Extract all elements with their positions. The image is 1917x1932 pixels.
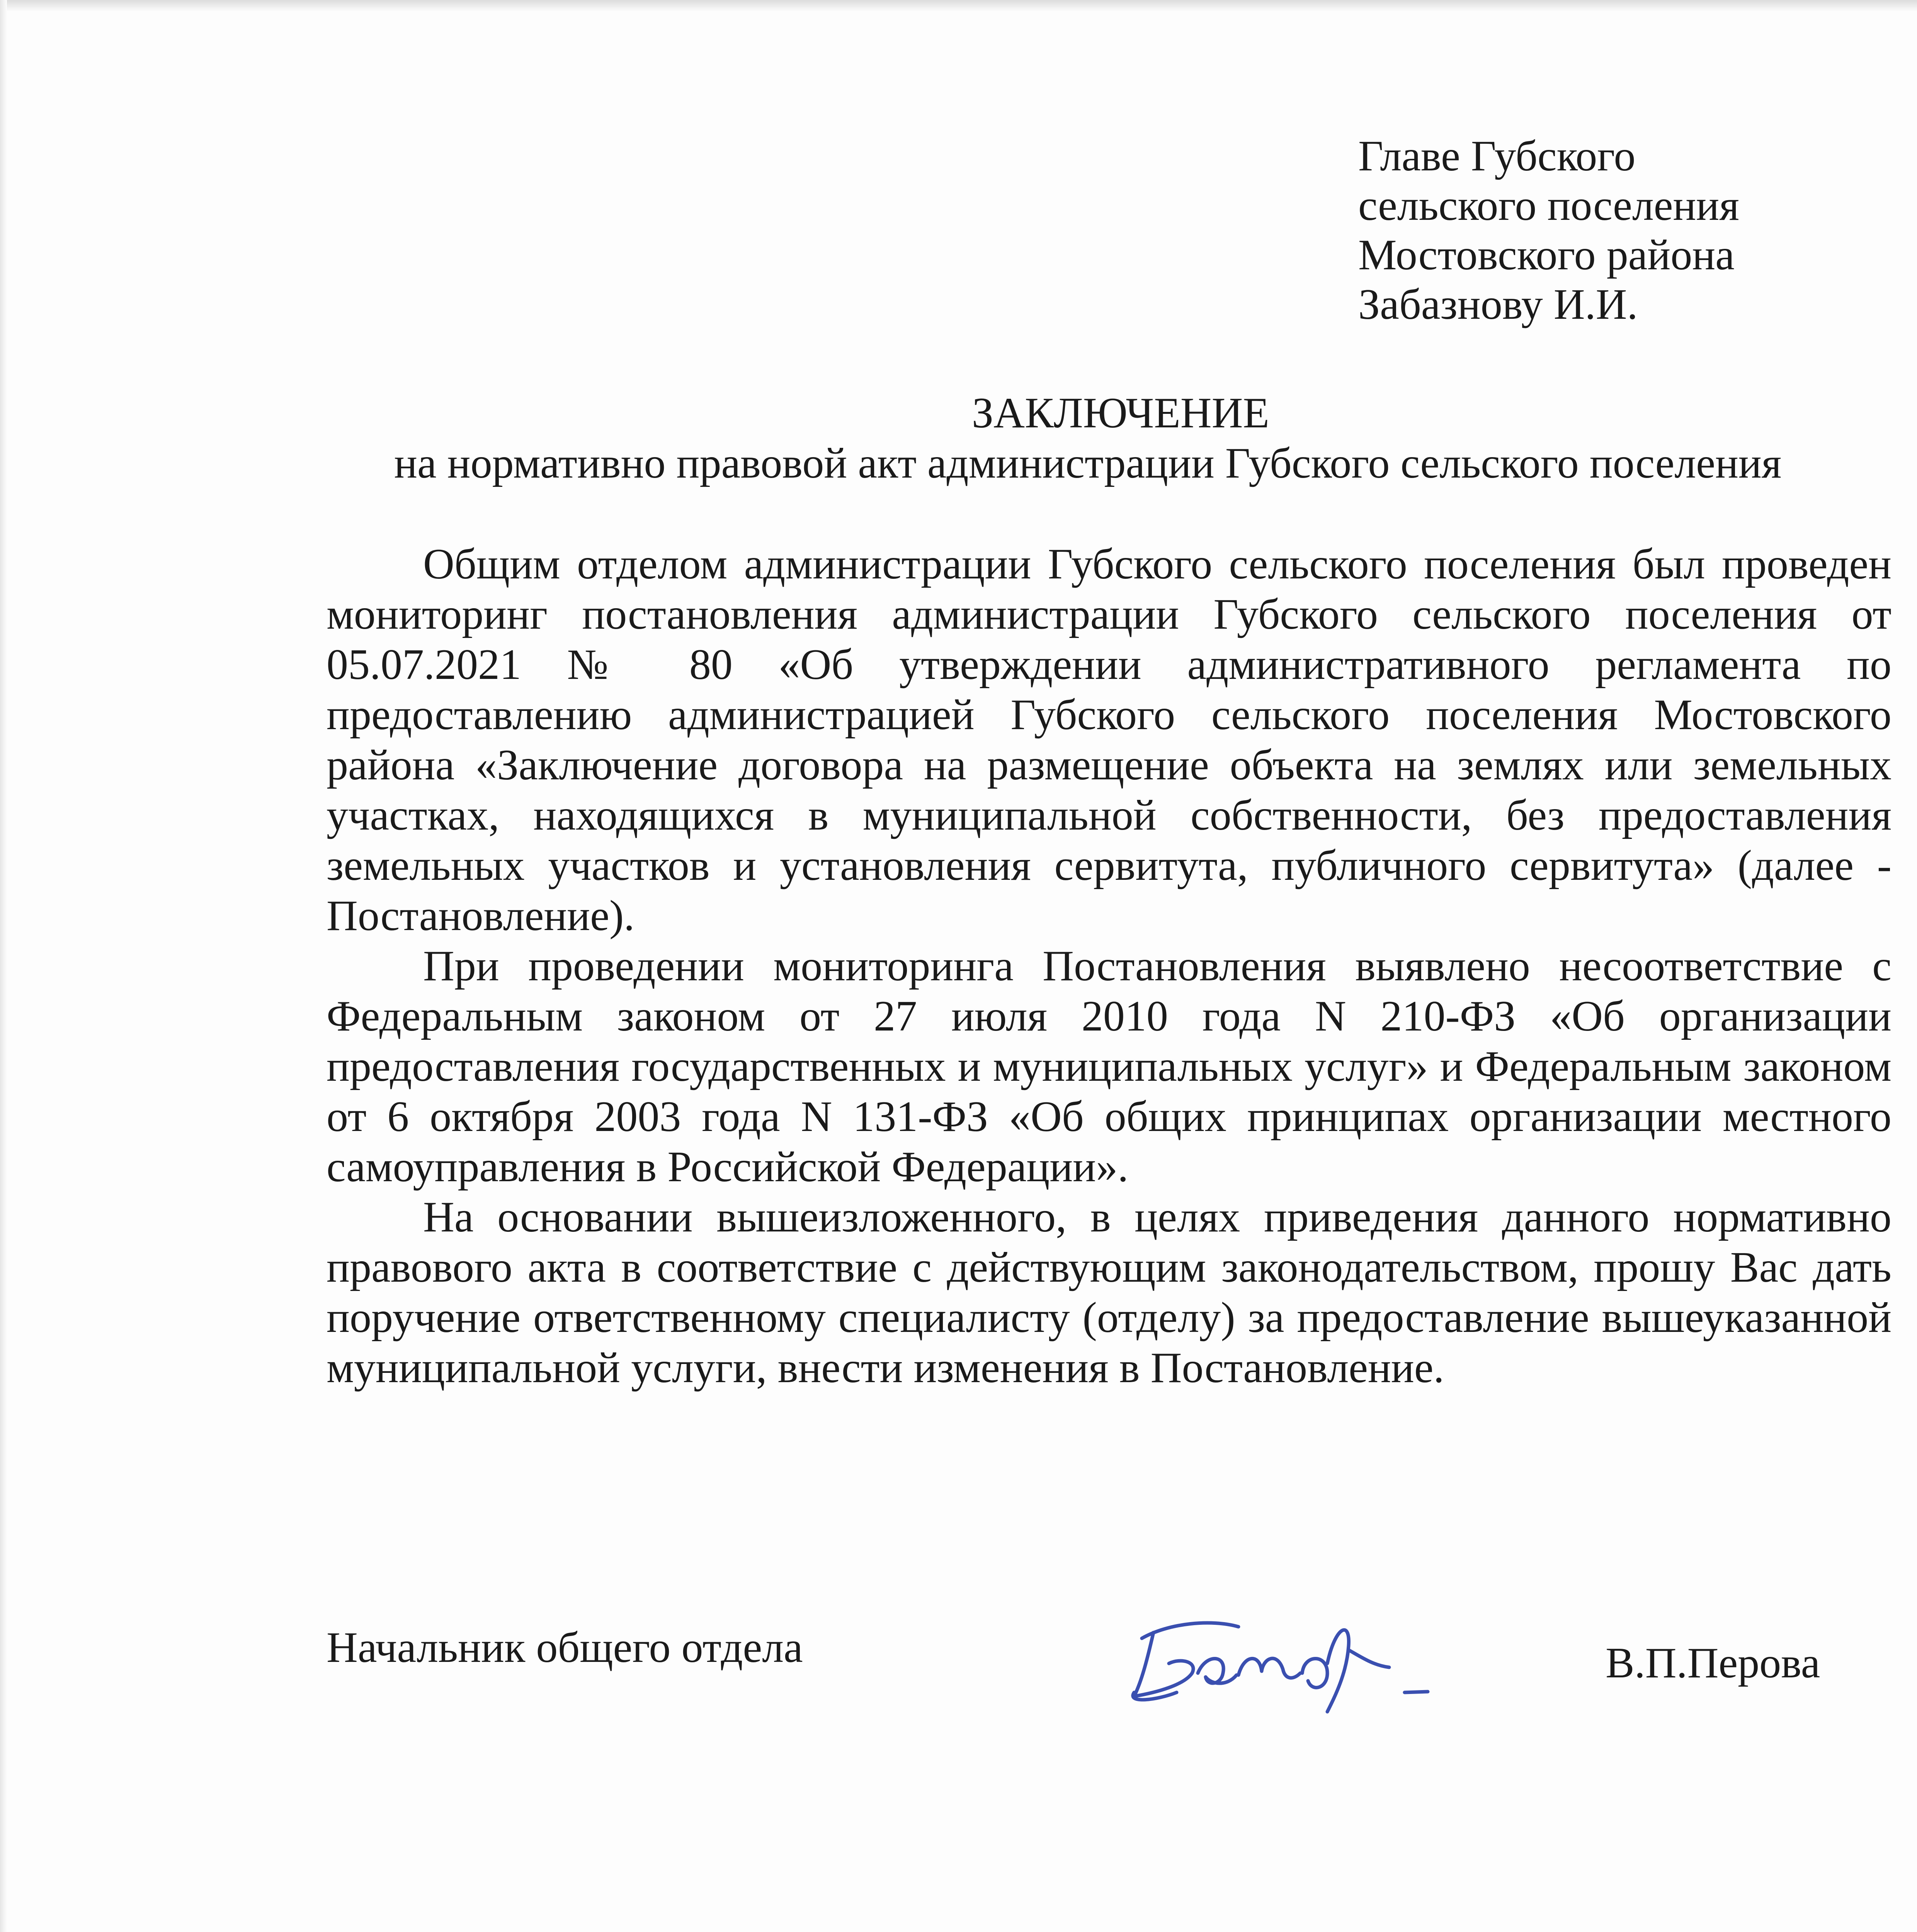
signatory-name: В.П.Перова — [1606, 1639, 1820, 1687]
addressee-line: Забазнову И.И. — [1358, 281, 1638, 328]
document-body — [327, 539, 1891, 1393]
handwritten-signature — [1111, 1596, 1459, 1723]
scan-shadow-left — [0, 0, 7, 1932]
document-subtitle: на нормативно правовой акт администрации Губского сельского поселения — [394, 439, 1782, 487]
addressee-block — [1358, 131, 1861, 329]
body-paragraph: При проведении мониторинга Постановления выявлено несоответствие с Федеральным законом от 27 июля 2010 года N 210-ФЗ «Об организации предоставления государственных и муниципальных услуг» и Федеральным законом от 6 октября 2003 года N 131-ФЗ «Об общих принципах организации местного самоуправления в Российской Федерации». — [327, 942, 1891, 1191]
body-paragraph: Общим отделом администрации Губского сельского поселения был проведен мониторинг постановления администрации Губского сельского поселения от 05.07.2021 № 80 «Об утверждении административного регламента по предоставлению администрацией Губского сельского поселения Мостовского района «Заключение договора на размещение объекта на землях или земельных участках, находящихся в муниципальной собственности, без предоставления земельных участков и установления сервитута, публичного сервитута» (далее - Постановление). — [327, 540, 1891, 940]
signature-block — [327, 1615, 1872, 1716]
body-paragraph: На основании вышеизложенного, в целях приведения данного нормативно правового акта в соответствие с действующим законодательством, прошу Вас дать поручение ответственному специалисту (отделу) за предоставление вышеуказанной муниципальной услуги, внести изменения в Постановление. — [327, 1193, 1891, 1392]
signatory-position: Начальник общего отдела — [327, 1624, 803, 1672]
addressee-line: Мостовского района — [1358, 231, 1735, 279]
addressee-line: сельского поселения — [1358, 182, 1739, 230]
scan-shadow-top — [0, 0, 1917, 12]
addressee-line: Главе Губского — [1358, 132, 1636, 180]
document-title: ЗАКЛЮЧЕНИЕ — [972, 389, 1269, 437]
